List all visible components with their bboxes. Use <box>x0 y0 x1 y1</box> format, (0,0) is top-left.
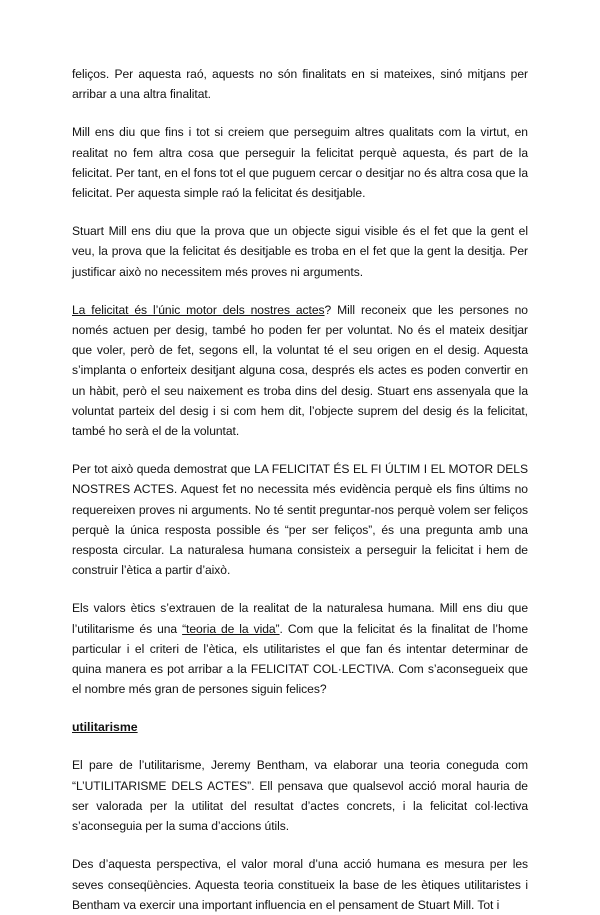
section-heading: utilitarisme <box>72 720 138 735</box>
paragraph-4 <box>72 300 528 441</box>
paragraph-7: El pare de l’utilitarisme, Jeremy Bentham, va elaborar una teoria coneguda com “L’UTILITARISME DELS ACTES”. Ell pensava que qualsevol acció moral hauria de ser valorada per la utilitat del resultat d’actes concrets, i la felicitat col·lectiva s’aconseguia per la suma d’accions útils. <box>72 758 528 834</box>
paragraph-3: Stuart Mill ens diu que la prova que un objecte sigui visible és el fet que la gent el veu, la prova que la felicitat és desitjable es troba en el fet que la gent la desitja. Per justificar això no necessitem més proves ni arguments. <box>72 224 528 279</box>
paragraph-8: Des d’aquesta perspectiva, el valor moral d’una acció humana es mesura per les seves conseqüències. Aquesta teoria constitueix la base de les ètiques utilitaristes i Bentham va exercir una important influencia en el pensament de Stuart Mill. Tot i <box>72 857 528 912</box>
paragraph-1: feliços. Per aquesta raó, aquests no són finalitats en si mateixes, sinó mitjans per arribar a una altra finalitat. <box>72 67 528 102</box>
paragraph-6-start: Els valors ètics s’extrauen de la realitat de la naturalesa humana. Mill ens diu que l’utilitarisme és una <box>72 601 528 636</box>
underlined-question: La felicitat és l’únic motor dels nostres actes <box>72 302 325 317</box>
paragraph-5: Per tot això queda demostrat que LA FELICITAT ÉS EL FI ÚLTIM I EL MOTOR DELS NOSTRES ACTES. Aquest fet no necessita més evidència perquè els fins últims no requereixen proves ni arguments. No té sentit preguntar-nos perquè volem ser feliços perquè la única resposta possible és “per ser feliços”, és una pregunta amb una resposta circular. La naturalesa humana consisteix a perseguir la felicitat i hem de construir l’ètica a partir d’això. <box>72 462 528 578</box>
paragraph-2: Mill ens diu que fins i tot si creiem que perseguim altres qualitats com la virtut, en realitat no fem altra cosa que perseguir la felicitat perquè aquesta, és part de la felicitat. Per tant, en el fons tot el que puguem cercar o desitjar no és altra cosa que la felicitat. Per aquesta simple raó la felicitat és desitjable. <box>72 125 528 201</box>
paragraph-4-text: ? Mill reconeix que les persones no només actuen per desig, també ho poden fer per voluntat. No és el mateix desitjar que voler, però de fet, segons ell, la voluntat té el seu origen en el desig. Aquesta s’implanta o enforteix desitjant alguna cosa, després els actes es poden convertir en un hàbit, però el seu naixement es troba dins del desig. Stuart ens assenyala que la voluntat parteix del desig i si com hem dit, l’objecte suprem del desig és la felicitat, també ho serà el de la voluntat. <box>72 302 528 439</box>
underlined-quote: “teoria de la vida” <box>182 621 280 636</box>
paragraph-6-end: . Com que la felicitat és la finalitat de l’home particular i el criteri de l’ètica, els utilitaristes el que fan és intentar determinar de quina manera es pot arribar a la FELICITAT COL·LECTIVA. Com s’aconsegueix que el nombre més gran de persones siguin felices? <box>72 621 528 697</box>
paragraph-6 <box>72 598 528 699</box>
